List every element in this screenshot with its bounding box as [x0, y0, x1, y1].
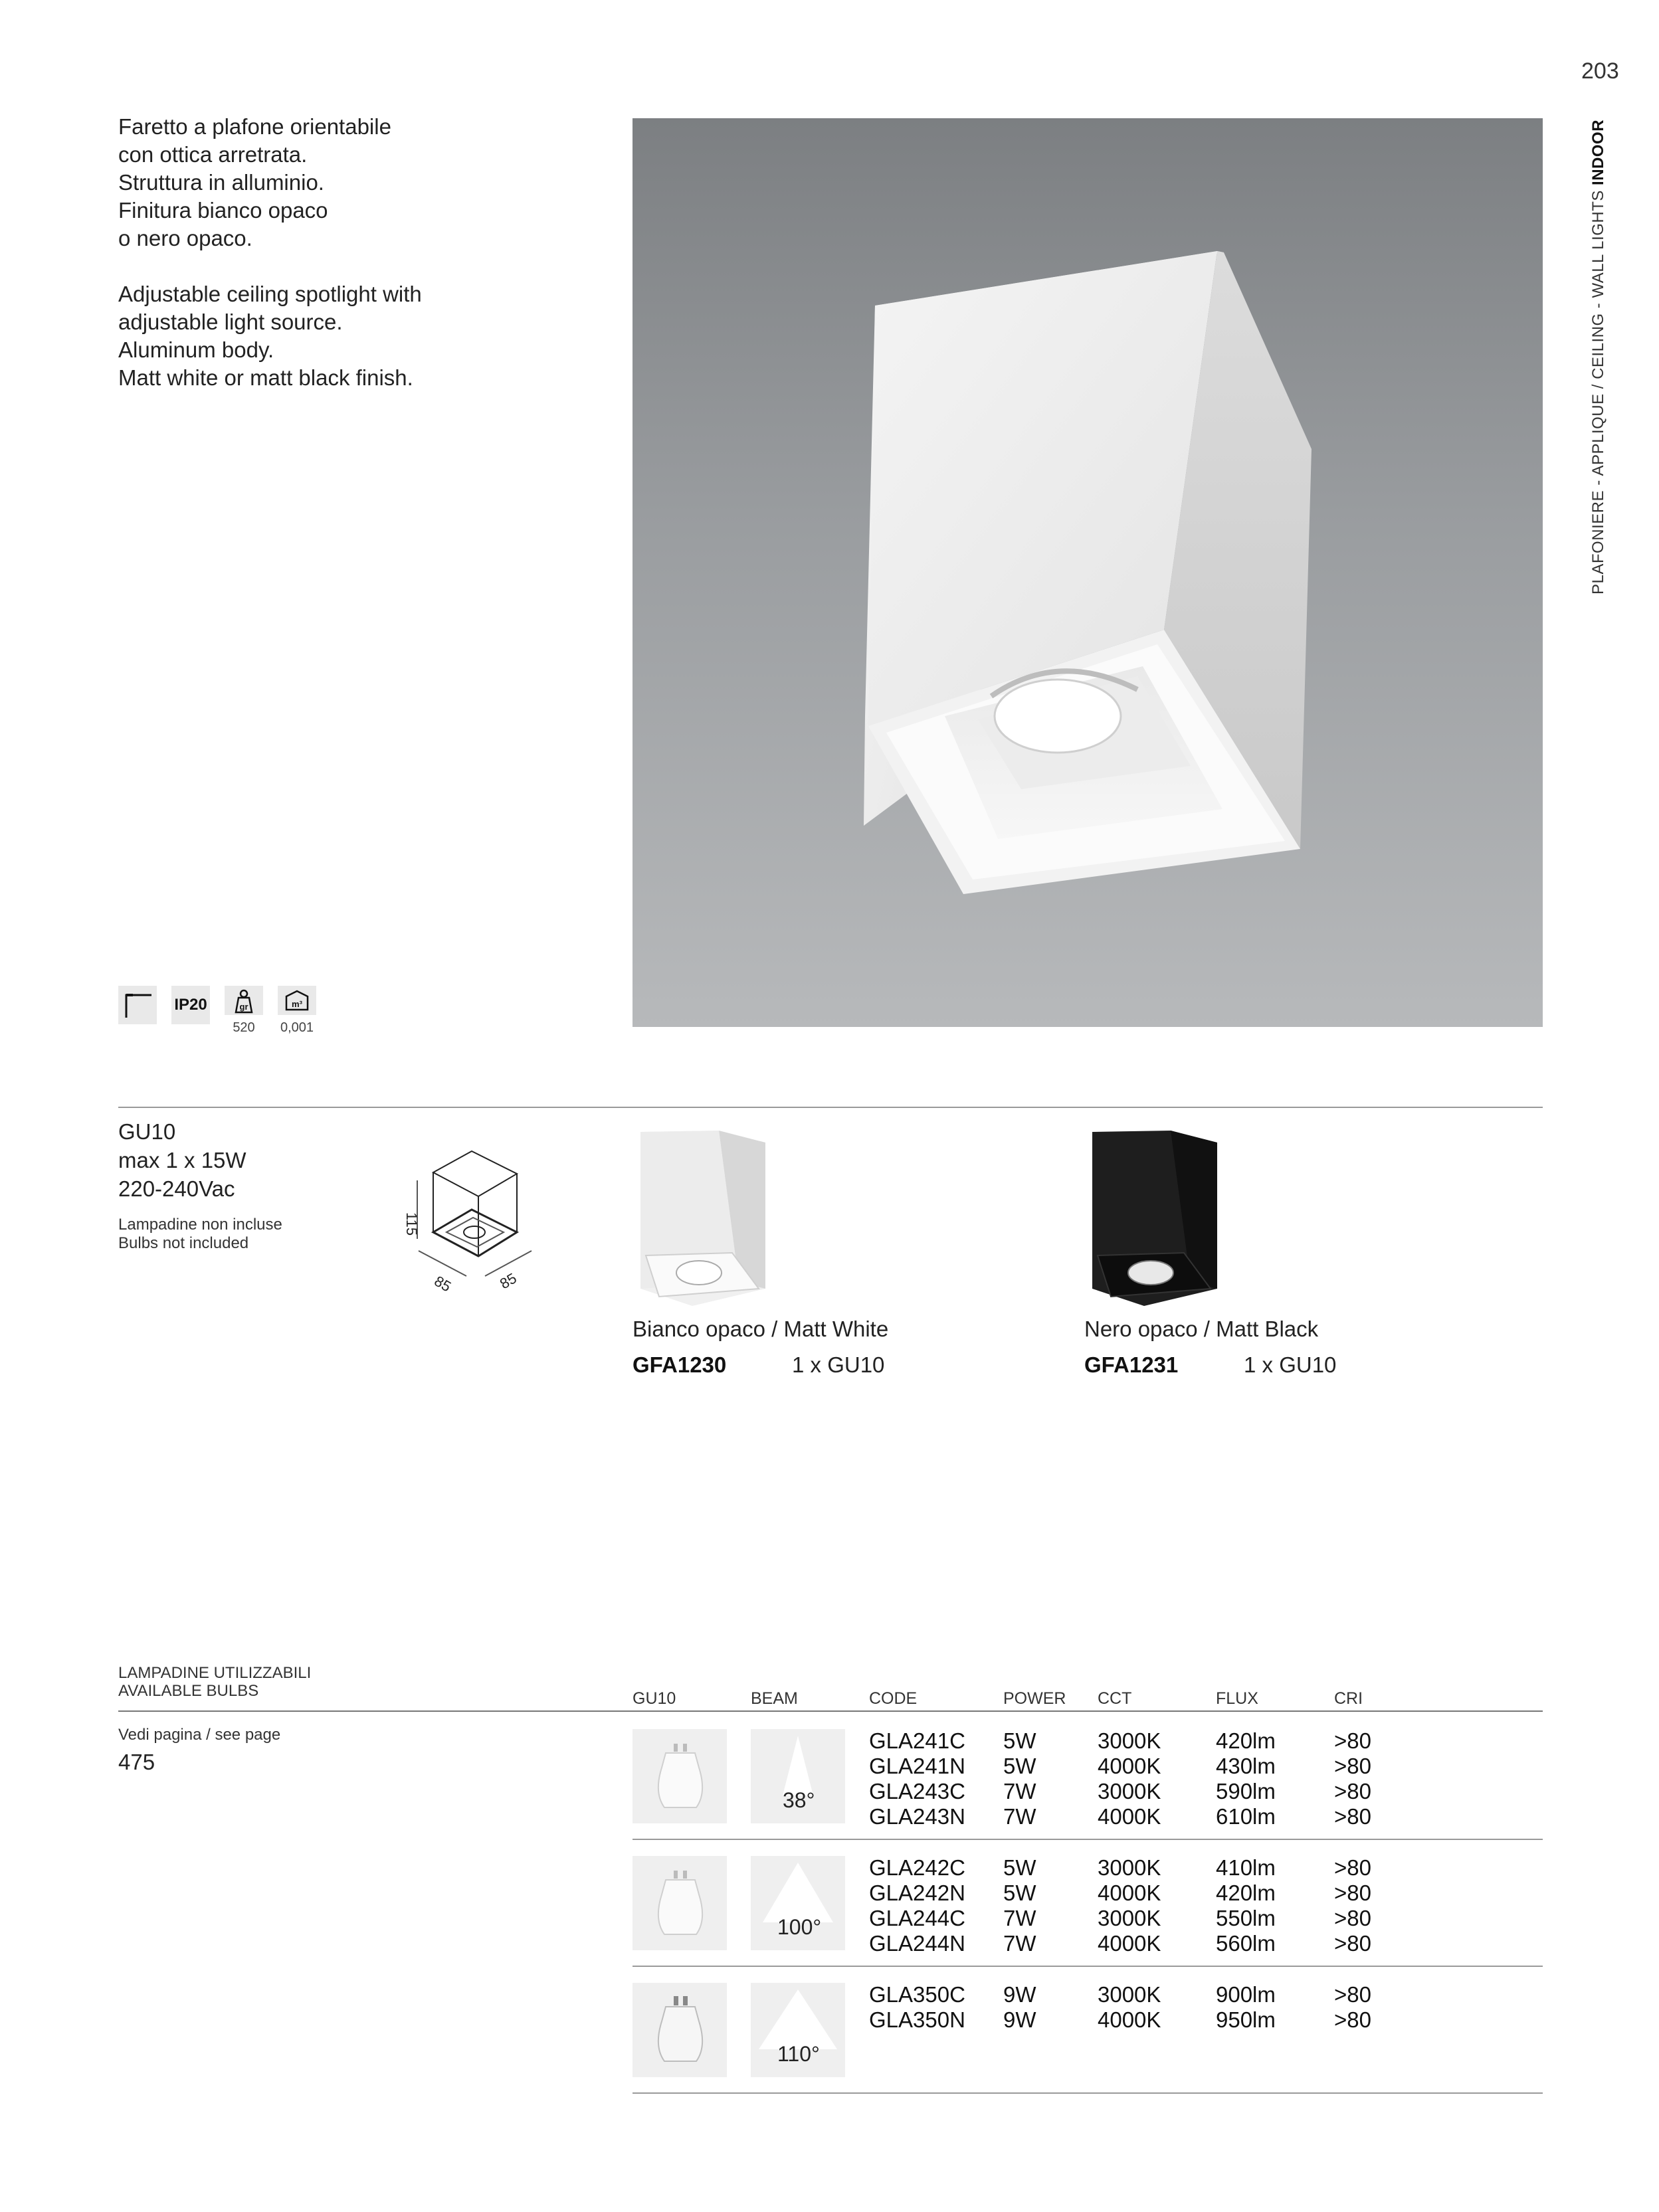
bulb-ccts	[1098, 1855, 1161, 1956]
bulb-power: 7W	[1003, 1906, 1036, 1930]
ceiling-mount-icon	[118, 986, 157, 1024]
bulb-cct: 3000K	[1098, 1855, 1161, 1880]
bulb-code: GLA242N	[869, 1881, 965, 1905]
section-label: INDOOR	[1589, 119, 1607, 185]
bulb-cri: >80	[1334, 1982, 1371, 2007]
bulb-cct: 3000K	[1098, 1779, 1161, 1803]
bulb-cri: >80	[1334, 2007, 1371, 2032]
bulb-codes	[869, 1855, 965, 1956]
bulb-power: 5W	[1003, 1728, 1036, 1753]
bulb-thumbnail	[633, 1729, 727, 1823]
bulb-power: 9W	[1003, 1982, 1036, 2007]
bulb-cri: >80	[1334, 1804, 1371, 1829]
beam-angle-label: 110°	[777, 2042, 820, 2066]
bulb-power: 7W	[1003, 1931, 1036, 1956]
dimension-height: 115	[403, 1212, 420, 1236]
dimension-drawing	[392, 1139, 545, 1292]
bulbs-note-en: Bulbs not included	[118, 1234, 249, 1252]
bulb-power: 7W	[1003, 1804, 1036, 1829]
bulb-cct: 4000K	[1098, 1881, 1161, 1905]
bulbs-note	[118, 1216, 282, 1253]
column-header-beam: BEAM	[751, 1689, 798, 1708]
bulb-cri: >80	[1334, 1754, 1371, 1778]
spec-line: max 1 x 15W	[118, 1148, 246, 1172]
bulb-flux: 430lm	[1216, 1754, 1276, 1778]
bulb-flux: 550lm	[1216, 1906, 1276, 1930]
bulb-thumbnail	[633, 1856, 727, 1950]
bulb-cris	[1334, 1728, 1371, 1829]
volume-icon	[278, 986, 316, 1015]
page-number: 203	[1581, 58, 1619, 84]
bulb-code: GLA241C	[869, 1728, 965, 1753]
bulb-flux: 560lm	[1216, 1931, 1276, 1956]
category-label: PLAFONIERE - APPLIQUE / CEILING - WALL LIGHTS	[1589, 190, 1607, 595]
bulb-power: 5W	[1003, 1881, 1036, 1905]
bulb-flux: 950lm	[1216, 2007, 1276, 2032]
bulb-flux: 420lm	[1216, 1728, 1276, 1753]
description-line: Matt white or matt black finish.	[118, 365, 413, 390]
bulb-power: 7W	[1003, 1779, 1036, 1803]
bulb-fluxes	[1216, 1855, 1276, 1956]
bulb-ccts	[1098, 1982, 1161, 2033]
bulbs-title-it: LAMPADINE UTILIZZABILI	[118, 1664, 312, 1682]
bulb-cct: 4000K	[1098, 1754, 1161, 1778]
bulb-cct: 4000K	[1098, 2007, 1161, 2032]
bulb-flux: 420lm	[1216, 1881, 1276, 1905]
see-page-number: 475	[118, 1750, 155, 1774]
bulb-codes	[869, 1982, 965, 2033]
bulb-group-divider	[633, 1966, 1543, 1967]
bulb-cris	[1334, 1855, 1371, 1956]
column-header-gu10: GU10	[633, 1689, 676, 1708]
bulb-powers	[1003, 1855, 1036, 1956]
bulb-power: 5W	[1003, 1855, 1036, 1880]
description-line: Aluminum body.	[118, 337, 274, 362]
bulb-fluxes	[1216, 1982, 1276, 2033]
description-italian	[118, 113, 517, 252]
volume-value: 0,001	[280, 1020, 314, 1035]
variant-white-code: GFA1230	[633, 1352, 727, 1377]
bulb-code: GLA350C	[869, 1982, 965, 2007]
spec-line: GU10	[118, 1119, 176, 1144]
weight-icon-label: gr	[239, 1002, 248, 1012]
bulbs-title-en: AVAILABLE BULBS	[118, 1682, 259, 1700]
beam-angle-label: 100°	[777, 1915, 822, 1939]
beam-angle-label: 38°	[783, 1788, 815, 1812]
bulb-fluxes	[1216, 1728, 1276, 1829]
description-line: o nero opaco.	[118, 226, 252, 250]
variant-white-finish: Bianco opaco / Matt White	[633, 1317, 889, 1341]
bulb-cct: 4000K	[1098, 1931, 1161, 1956]
bulb-cct: 3000K	[1098, 1906, 1161, 1930]
column-header-cct: CCT	[1098, 1689, 1132, 1708]
description-line: Struttura in alluminio.	[118, 170, 324, 195]
bulb-cri: >80	[1334, 1728, 1371, 1753]
bulb-flux: 610lm	[1216, 1804, 1276, 1829]
bulb-cri: >80	[1334, 1906, 1371, 1930]
bulb-group-divider	[633, 1839, 1543, 1840]
bulb-flux: 410lm	[1216, 1855, 1276, 1880]
bulb-code: GLA241N	[869, 1754, 965, 1778]
bulb-cct: 3000K	[1098, 1982, 1161, 2007]
bulb-cri: >80	[1334, 1881, 1371, 1905]
bulb-powers	[1003, 1982, 1036, 2033]
bulb-table-bottom-divider	[633, 2092, 1543, 2094]
feature-icons-row	[118, 986, 316, 1035]
weight-icon	[225, 986, 263, 1015]
bulbs-section-title	[118, 1664, 311, 1700]
variant-black-image	[1084, 1123, 1224, 1309]
bulb-ccts	[1098, 1728, 1161, 1829]
bulb-cri: >80	[1334, 1855, 1371, 1880]
bulb-codes	[869, 1728, 965, 1829]
bulb-code: GLA244C	[869, 1906, 965, 1930]
spec-line: 220-240Vac	[118, 1176, 235, 1201]
bulb-powers	[1003, 1728, 1036, 1829]
bulb-cri: >80	[1334, 1779, 1371, 1803]
bulb-cri: >80	[1334, 1931, 1371, 1956]
description-line: Finitura bianco opaco	[118, 198, 328, 223]
description-line: con ottica arretrata.	[118, 142, 308, 167]
bulb-cct: 4000K	[1098, 1804, 1161, 1829]
variant-black-code: GFA1231	[1084, 1352, 1179, 1377]
bulb-code: GLA243C	[869, 1779, 965, 1803]
product-hero-photo	[633, 118, 1543, 1027]
bulb-power: 9W	[1003, 2007, 1036, 2032]
bulb-power: 5W	[1003, 1754, 1036, 1778]
column-header-code: CODE	[869, 1689, 918, 1708]
bulb-code: GLA244N	[869, 1931, 965, 1956]
column-header-power: POWER	[1003, 1689, 1066, 1708]
ip-rating-icon: IP20	[171, 986, 210, 1024]
bulb-code: GLA350N	[869, 2007, 965, 2032]
section-divider	[118, 1107, 1543, 1108]
bulbs-header-divider	[118, 1710, 1543, 1712]
dimension-width: 85	[431, 1272, 454, 1292]
bulbs-note-it: Lampadine non incluse	[118, 1216, 282, 1234]
bulb-flux: 900lm	[1216, 1982, 1276, 2007]
variant-white-quantity: 1 x GU10	[792, 1352, 885, 1377]
bulb-cris	[1334, 1982, 1371, 2033]
bulb-cct: 3000K	[1098, 1728, 1161, 1753]
variant-white-image	[633, 1123, 772, 1309]
bulb-thumbnail	[633, 1983, 727, 2077]
description-line: Faretto a plafone orientabile	[118, 114, 391, 139]
description-line: Adjustable ceiling spotlight with	[118, 282, 422, 306]
variant-black-finish: Nero opaco / Matt Black	[1084, 1317, 1319, 1341]
electrical-specs	[118, 1117, 246, 1203]
section-side-label	[1589, 116, 1609, 595]
variant-black-quantity: 1 x GU10	[1244, 1352, 1337, 1377]
bulb-flux: 590lm	[1216, 1779, 1276, 1803]
see-page-label: Vedi pagina / see page	[118, 1726, 281, 1744]
volume-icon-label: m³	[292, 999, 302, 1009]
ceiling-spotlight-illustration	[633, 118, 1543, 1027]
description-english	[118, 280, 517, 392]
bulb-code: GLA242C	[869, 1855, 965, 1880]
bulb-code: GLA243N	[869, 1804, 965, 1829]
weight-value: 520	[233, 1020, 255, 1035]
description-line: adjustable light source.	[118, 310, 343, 334]
column-header-flux: FLUX	[1216, 1689, 1258, 1708]
column-header-cri: CRI	[1334, 1689, 1363, 1708]
dimension-depth: 85	[497, 1269, 520, 1292]
